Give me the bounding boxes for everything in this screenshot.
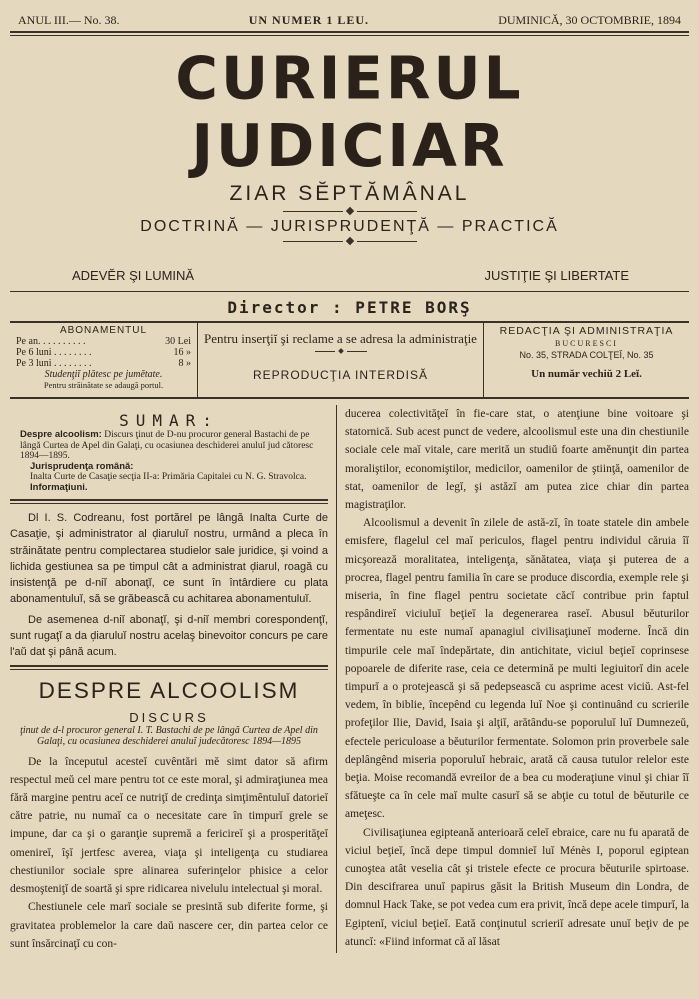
summary-title: SUMAR:: [119, 411, 219, 430]
students-note: Studenţiĭ plătesc pe jumĕtate.: [44, 369, 163, 380]
admin-city: BUCURESCI: [555, 339, 618, 348]
subscription-panel: [10, 323, 198, 397]
summary-item: [20, 483, 328, 494]
subscription-label: Pe 6 luni . . . . . . . .: [16, 347, 92, 358]
subscription-value: 8 »: [178, 358, 191, 369]
summary-item-heading: Informaţiuni.: [30, 481, 88, 493]
reproduction-notice: REPRODUCŢIA INTERDISĂ: [252, 368, 429, 382]
abroad-note: Pentru străinătate se adaugă portul.: [43, 380, 164, 390]
article-body-left: [10, 753, 328, 953]
summary-list: [10, 430, 328, 493]
subscription-row: [16, 358, 191, 369]
article-paragraph: ducerea colectivităţeĭ în fie-care stat, o atenţiune bine voitoare şi statornică. Sub acest punct de vedere, alcoolismul este una din chestiunile sociale cele maĭ vitale, care merită un studiŭ foarte amĕnunţit din partea moraliştilor, economiştilor, medicilor, oamenilor de ştiinţă, oamenilor de stat, oamenilor de legĭ, şi astăzĭ am putea zice chiar din partea magistraţilor.: [345, 408, 689, 512]
ads-panel: [198, 323, 484, 397]
admin-address: No. 35, STRADA COLŢEĬ, No. 35: [519, 350, 654, 360]
administrative-notice: [10, 510, 328, 661]
director-line: Director : PETRE BORŞ: [227, 298, 472, 317]
motto-right: JUSTIŢIE ŞI LIBERTATE: [484, 268, 629, 283]
admin-title: REDACŢIA ŞI ADMINISTRAŢIA: [499, 325, 674, 337]
summary-item: [20, 430, 328, 462]
article-paragraph: De la începutul acesteĭ cuvêntări mĕ simt dator să afirm respectul meŭ cel mare pentru tot ce este moral, şi admiraţiunea mea fără margine pentru aceĭ ce nutriţĭ de credinţa simţimêntuluĭ datorieĭ către patrie, nu numaĭ ca o necesitate care în timpurĭ grele se impune, dar ca şi o garanţie supremă a fericireĭ şi a prosperităţeĭ omenireĭ, îşĭ jertfesc averea, viaţa şi inteligenţa cu studiarea chestiunilor sociale spre alinarea suferinţelor phisice a celor desmoşteniţĭ de soartă şi spre ridicarea nivelulu intelectual şi moral.: [10, 755, 328, 896]
ornament-divider: [10, 206, 689, 216]
info-box: [10, 321, 689, 399]
article-paragraph: Alcoolismul a devenit în zilele de astă-zĭ, în toate statele din ambele emisfere, flagelul cel maĭ periculos, flagel pentru individul căruia îĭ micşorează moralitatea, inteligenţa, sănătatea, viaţa şi puterea de a procrea, flagel pentru familia în care se produce discordia, exemple rele şi miseria, în fine flagel pentru societate căcĭ contribue prin faptul respândireĭ viciuluĭ beţieĭ la degenerarea raseĭ. Abusul bĕuturilor fermentate nu este numaĭ apanagiul civilisaţiuneĭ moderne. Încă din timpurile cele maĭ îndepărtate, din antichitate, viciul beţieĭ coprinsese popoarele de diferite rase, ceia ce determină pe multi legiuitorĭ din acele timpurĭ a o protejească şi să pedepsească cu asprime acest viciŭ. Ast-fel vedem, în biblie, începênd cu legenda luĭ Noe şi continuând cu scrierile profeţilor Ilie, David, Isaia şi alţiĭ, arătându-se poporuluĭ luĭ Dumnezeŭ, efectele periculoase a bĕuturilor fermentate. Solomon prin proverbele sale deplângênd miseria poporuluĭ hebraic, arată că causa tutulor relelor este beţia. Moise recomandă evreilor de a bea cu moderaţiune vinul şi chiar îĭ sfătueşte ca în cele maĭ multe casurĭ să se abţie cu totul de bĕuturile ce ameţesc.: [345, 517, 689, 821]
summary-item-heading: Despre alcoolism:: [20, 429, 102, 440]
notice-paragraph: De asemenea d-niĭ abonaţĭ, şi d-niĭ membri corespondenţĭ, sunt rugaţĭ a da ḑiaruluĭ nostru acelaş binevoitor concurs pe care l'aŭ dat şi până acum.: [10, 613, 328, 659]
subscription-row: [16, 347, 191, 358]
masthead-tagline: DOCTRINĂ — JURISPRUDENŢĂ — PRACTICĂ: [140, 218, 559, 235]
summary-item: [20, 462, 328, 473]
subscription-value: 16 »: [173, 347, 191, 358]
article-byline: ţinut de d-l procuror general I. T. Bastachi de pe lângă Curtea de Apel din Galaţi, cu ocasiunea deschiderei anuluĭ judecătoresc 1894—1895: [20, 724, 318, 747]
issue-info-bar: [10, 8, 689, 28]
issue-price: UN NUMER 1 LEU.: [248, 13, 370, 27]
ornament-divider: [198, 346, 483, 356]
right-column: [337, 405, 689, 953]
subscription-label: Pe an. . . . . . . . . .: [16, 336, 86, 347]
admin-panel: [484, 323, 689, 397]
old-issue-price: Un număr vechiŭ 2 Leĭ.: [531, 368, 642, 380]
subscription-value: 30 Lei: [165, 336, 191, 347]
article-title: DESPRE ALCOOLISM: [38, 677, 300, 703]
mottos-row: [10, 268, 689, 288]
rule: [10, 665, 328, 670]
issue-date: DUMINICĂ, 30 OCTOMBRIE, 1894: [498, 13, 681, 27]
masthead-subtitle: ZIAR SĔPTĂMÂNAL: [229, 182, 470, 205]
ads-text: Pentru inserţiĭ şi reclame a se adresa la administraţie: [204, 331, 477, 346]
ornament-divider: [10, 236, 689, 246]
summary-item-heading: Jurisprudenţa română:: [30, 460, 134, 472]
article-paragraph: Chestiunele cele marĭ sociale se presintă sub diferite forme, şi gravitatea problemelor la care daŭ nascere cer, din partea celor ce sunt însărcinaţĭ cu con-: [10, 901, 328, 950]
article-body-right: [345, 405, 689, 951]
subscription-title: ABONAMENTUL: [59, 325, 148, 336]
content-columns: [10, 405, 689, 953]
summary-item-text: Inalta Curte de Casaţie secţia II-a: Primăria Capitalei cu N. G. Stravolca.: [30, 472, 307, 482]
subscription-label: Pe 3 luni . . . . . . . .: [16, 358, 92, 369]
issue-number: ANUL III.— No. 38.: [18, 13, 120, 27]
rule: [10, 499, 328, 504]
left-column: [10, 405, 337, 953]
article-paragraph: Civilisaţiunea egipteană anterioară celeĭ ebraice, care nu fu aparată de viciul beţieĭ, încă depe timpul domnieĭ luĭ Ménès I, poporul egiptean cunoştea atât veselia cât şi tristele efecte ce procura bĕuturile spirtoase. Din descifrarea unuĭ papirus găsit la British Museum din Londra, de domnul Hack Take, se pot vedea cum era privit, încă depe acele timpurĭ, la Egiptenĭ, viciul beţieĭ. Eată conţinutul scrieriĭ adresate unuĭ beţiv de pe atuncĭ: «Fiind informat că aĭ lăsat: [345, 826, 689, 948]
article-section: DISCURS: [129, 709, 209, 725]
motto-left: ADEVĔR ŞI LUMINĂ: [72, 268, 195, 283]
notice-paragraph: Dl I. S. Codreanu, fost portărel pe lângă Inalta Curte de Casaţie, şi administrator al ḑiaruluĭ nostru, urmând a pleca în străinătate pentru complectarea studielor sale juridice, şi voind a lichida gestiunea sa pe timpul cât a administrat ḑiarul, roagă cu insistenţă pe d-niĭ abonaţĭ, ce sunt în întârdiere cu plata abonamentuluĭ, să se grăbească cu achitarea abonamentuluĭ.: [10, 512, 328, 606]
masthead-title: CURIERUL JUDICIAR: [175, 43, 524, 181]
header-rule: [10, 31, 689, 36]
subscription-row: [16, 336, 191, 347]
summary-item-text: Discurs ţinut de D-nu procuror general Bastachi de pe lângă Curtea de Apel din Galaţi, cu ocasiunea deschiderei anuluĭ jud cătoresc 1894—1895.: [20, 430, 314, 461]
rule: [10, 291, 689, 292]
